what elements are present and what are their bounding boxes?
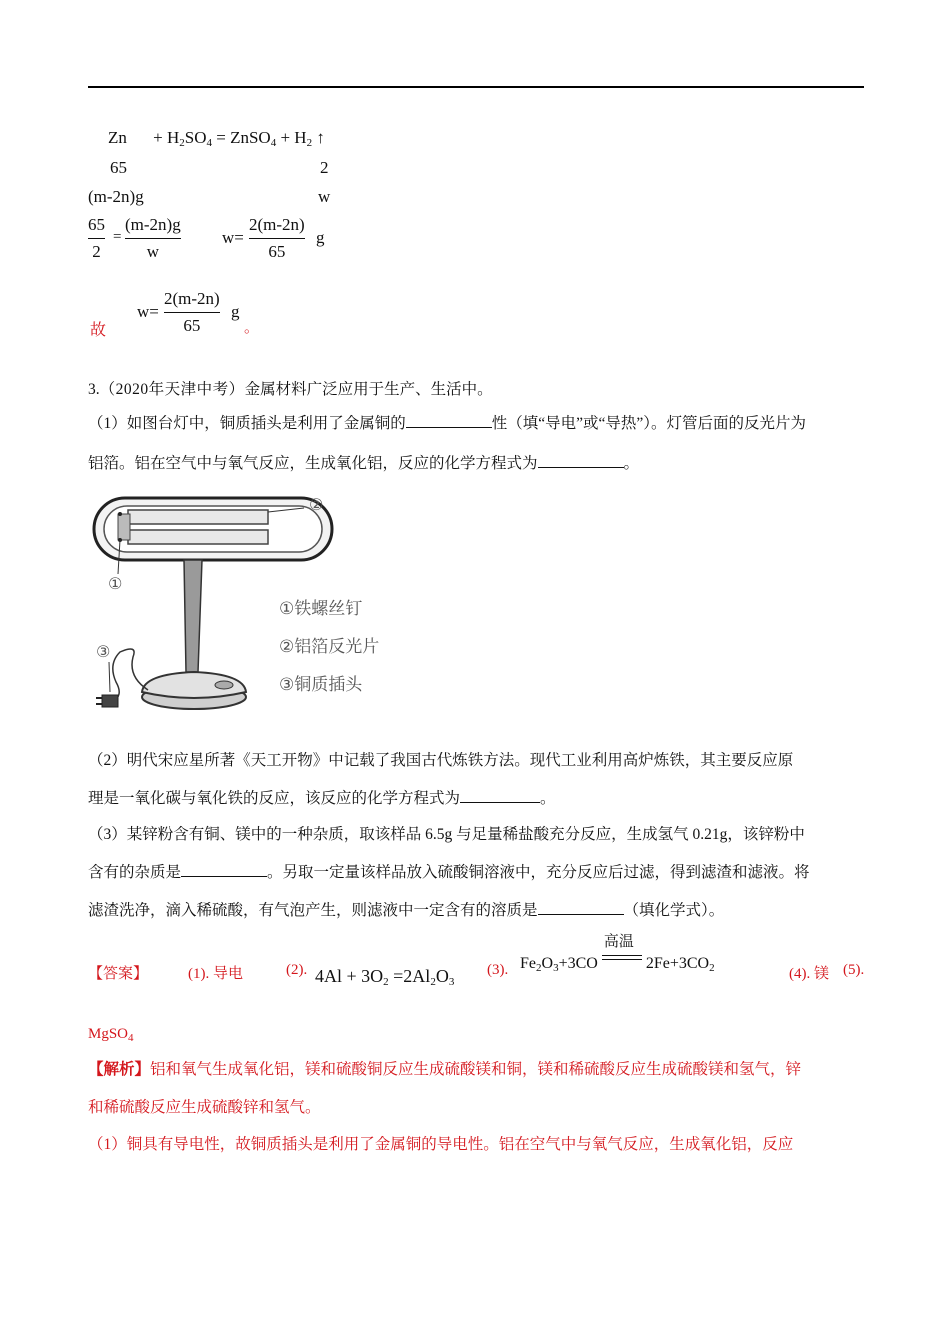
answer-1: (1). 导电 — [188, 966, 244, 982]
conclusion-period: 。 — [244, 320, 260, 336]
mass-2: 2 — [320, 158, 329, 177]
equation-line — [108, 128, 325, 148]
question-3-line-3: 滤渣洗净，滴入稀硫酸，有气泡产生，则滤液中一定含有的溶质是 （填化学式）。 — [88, 898, 868, 923]
marker-1: ① — [108, 574, 123, 593]
conclusion-g: g — [231, 302, 240, 321]
fraction-65-2: 65 2 — [88, 215, 105, 261]
plug — [102, 695, 118, 707]
marker-2: ② — [309, 495, 324, 514]
answer-blank-5[interactable] — [538, 898, 624, 915]
answer-blank-1[interactable] — [406, 411, 492, 428]
eq-znso4: = ZnSO$_4$ — [216, 128, 277, 149]
question-2-line-1: （2）明代宋应星所著《天工开物》中记载了我国古代炼铁方法。现代工业利用高炉炼铁，其主要反应原 — [88, 752, 794, 769]
mass-65: 65 — [110, 158, 127, 177]
answer-blank-2[interactable] — [538, 451, 624, 468]
answer-tag: 【答案】 — [88, 966, 149, 982]
answer-blank-4[interactable] — [181, 860, 267, 877]
lamp-tube-2 — [128, 530, 268, 544]
mass-m: (m-2n)g — [88, 187, 144, 206]
unit-g: g — [316, 228, 325, 247]
fraction-m-w: (m-2n)g w — [125, 215, 181, 261]
answer-3-equation: $Fe_2O_3+3CO$ 高温 $2Fe+3CO_2$ — [520, 932, 715, 974]
mass-w: w — [318, 187, 331, 206]
question-1-line-1: （1）如图台灯中，铜质插头是利用了金属铜的 性（填“导电”或“导热”）。灯管后面的反光片为 — [88, 411, 868, 436]
marker-3: ③ — [96, 642, 111, 661]
condition-high-temp: 高温 — [603, 932, 634, 950]
question-1-line-2: 铝箔。铝在空气中与氧气反应，生成氧化铝，反应的化学方程式为 。 — [88, 451, 868, 476]
answer-5: MgSO$_4$ — [88, 1026, 134, 1044]
w-equals: w= — [222, 228, 244, 247]
equals-sign: = — [113, 229, 122, 245]
lamp-tube-1 — [128, 510, 268, 524]
answer-2-num: (2). — [286, 962, 308, 978]
answer-5-num: (5). — [843, 962, 865, 978]
eq-h2so4: + $H_2SO_4$ — [153, 128, 212, 149]
conclusion-w-equals: w= — [137, 302, 159, 321]
analysis-line-3: （1）铜具有导电性，故铜质插头是利用了金属铜的导电性。铝在空气中与氧气反应，生成氧化铝，反应 — [88, 1136, 794, 1153]
screw-dot-top — [118, 512, 122, 516]
question-3-line-2: 含有的杂质是 。另取一定量该样品放入硫酸铜溶液中，充分反应后过滤，得到滤渣和滤液。将 — [88, 860, 868, 885]
gu-char: 故 — [90, 322, 107, 339]
answer-2-equation: $4Al + 3O_2 =2Al_2O_3$ — [315, 966, 455, 988]
analysis-line-1: 【解析】铝和氧气生成氧化铝，镁和硫酸铜反应生成硫酸镁和铜，镁和稀硫酸反应生成硫酸镁和氢气，锌 — [88, 1061, 802, 1078]
question-3-line-1: （3）某锌粉含有铜、镁中的一种杂质，取该样品 6.5g 与足量稀盐酸充分反应，生成氢气 0.21g，该锌粉中 — [88, 826, 805, 843]
lamp-figure — [88, 492, 388, 722]
answer-blank-3[interactable] — [460, 786, 540, 803]
header-rule — [88, 86, 864, 88]
question-2-line-2: 理是一氧化碳与氧化铁的反应，该反应的化学方程式为 。 — [88, 786, 868, 811]
eq-zn: Zn — [108, 128, 127, 147]
conclusion-fraction: 2(m-2n) 65 — [164, 289, 220, 335]
fraction-result: 2(m-2n) 65 — [249, 215, 305, 261]
analysis-line-2: 和稀硫酸反应生成硫酸锌和氢气。 — [88, 1099, 321, 1116]
eq-h2: + $H_2$ ↑ — [280, 128, 325, 149]
legend-iron-screw: ①铁螺丝钉 — [279, 599, 363, 619]
lamp-switch — [215, 681, 233, 689]
answer-4: (4). 镁 — [789, 966, 830, 982]
legend-copper-plug: ③铜质插头 — [279, 675, 363, 695]
lamp-neck — [184, 560, 202, 672]
answer-3-num: (3). — [487, 962, 509, 978]
question-stem: 3.（2020年天津中考）金属材料广泛应用于生产、生活中。 — [88, 381, 493, 398]
legend-aluminum-foil: ②铝箔反光片 — [279, 637, 380, 657]
